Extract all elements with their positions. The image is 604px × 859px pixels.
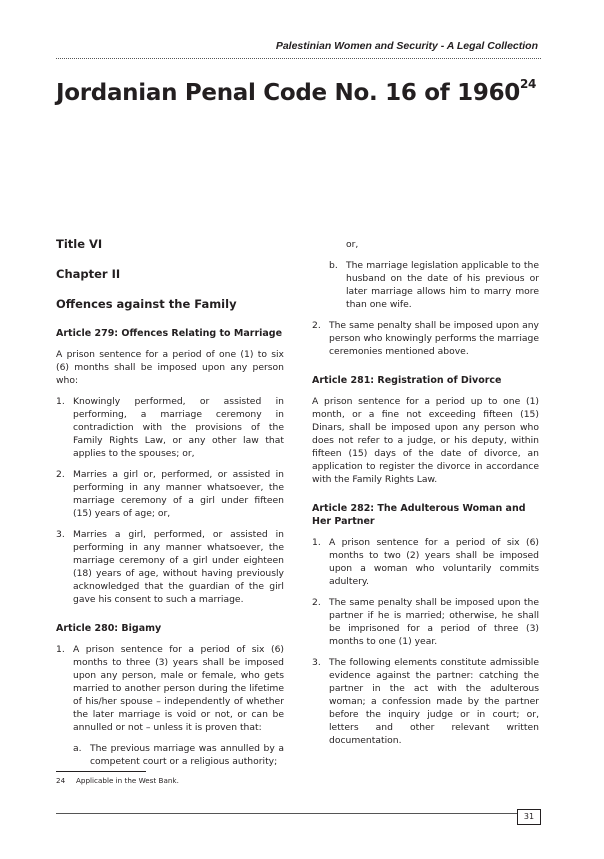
list-item (312, 536, 539, 588)
footnote-text: Applicable in the West Bank. (76, 776, 179, 785)
list-item (56, 395, 284, 460)
sub-item-text: The marriage legislation applicable to the husband on the date of his previous or later marriage allows him to marry more than one wife. (346, 260, 539, 310)
item-text: The following elements constitute admissible evidence against the partner: catching the partner in the act with the adulterous woman; a confession made by the partner before the inquiry judge or in court; or, letters and other relevant written documentation. (329, 657, 539, 746)
footnote-divider (56, 771, 146, 772)
item-text: The same penalty shall be imposed upon any person who knowingly performs the marriage ceremonies mentioned above. (329, 320, 539, 357)
right-column (312, 238, 539, 747)
item-number: 3. (312, 657, 321, 668)
document-title (56, 77, 537, 106)
article-279-heading: Article 279: Offences Relating to Marriage (56, 328, 283, 339)
list-item (56, 468, 284, 520)
article-280-heading: Article 280: Bigamy (56, 623, 162, 634)
sub-item-letter: a. (73, 743, 82, 754)
item-number: 1. (312, 537, 321, 548)
item-number: 1. (56, 396, 65, 407)
item-number: 2. (56, 469, 65, 480)
item-number: 1. (56, 644, 65, 655)
document-title-text: Jordanian Penal Code No. 16 of 1960 (56, 80, 520, 106)
list-item (312, 319, 539, 358)
article-279-intro: A prison sentence for a period of one (1) to six (6) months shall be imposed upon any person who: (56, 349, 284, 386)
footnote (56, 776, 179, 785)
footnote-reference: 24 (519, 77, 537, 92)
chapter-heading: Chapter II (56, 267, 121, 281)
sub-item-letter: b. (329, 260, 338, 271)
item-text: Marries a girl, performed, or assisted in performing in any manner whatsoever, the marriage ceremony of a girl under eighteen (18) years of age, without having previously acknowledged that the guardian of the girl gave his consent to such a marriage. (73, 529, 284, 605)
header-divider (56, 58, 541, 59)
footnote-mark: 24 (56, 776, 66, 785)
article-281-heading: Article 281: Registration of Divorce (312, 375, 502, 386)
item-text: The same penalty shall be imposed upon the partner if he is married; otherwise, he shall be imprisoned for a period of three (3) months to one (1) year. (329, 597, 539, 647)
list-item (56, 528, 284, 606)
title-heading: Title VI (56, 237, 103, 251)
sub-list-item (329, 259, 539, 311)
item-text: A prison sentence for a period of six (6) months to three (3) years shall be imposed upon any person, male or female, who gets married to another person during the lifetime of his/her spouse – independently of whether the later marriage is void or not, or can be annulled or not – unless it is proven that: (73, 644, 284, 733)
footer-divider (56, 813, 541, 814)
item-text: Marries a girl or, performed, or assisted in performing in any manner whatsoever, the marriage ceremony of a girl under fifteen (15) years of age; or, (73, 469, 284, 519)
item-text: Knowingly performed, or assisted in performing, a marriage ceremony in contradiction with the provisions of the Family Rights Law, or any other law that applies to the spouses; or, (73, 396, 284, 459)
page-number: 31 (517, 809, 541, 825)
sub-list-item (73, 742, 284, 768)
item-number: 3. (56, 529, 65, 540)
list-item (56, 643, 284, 734)
running-header: Palestinian Women and Security - A Legal Collection (275, 40, 538, 52)
section-heading: Offences against the Family (56, 297, 237, 311)
sub-item-text: The previous marriage was annulled by a competent court or a religious authority; (90, 743, 284, 767)
item-number: 2. (312, 320, 321, 331)
left-column (56, 238, 284, 768)
article-282-heading: Article 282: The Adulterous Woman and Her Partner (312, 503, 526, 527)
list-item (312, 656, 539, 747)
list-item (312, 596, 539, 648)
article-281-text: A prison sentence for a period up to one (1) month, or a fine not exceeding fifteen (15) Dinars, shall be imposed upon any person who does not refer to a judge, or his deputy, within fifteen (15) days of the date of divorce, an application to register the divorce in accordance with the Family Rights Law. (312, 396, 539, 485)
continuation-text: or, (346, 239, 359, 250)
item-number: 2. (312, 597, 321, 608)
item-text: A prison sentence for a period of six (6) months to two (2) years shall be imposed upon a woman who voluntarily commits adultery. (329, 537, 539, 587)
